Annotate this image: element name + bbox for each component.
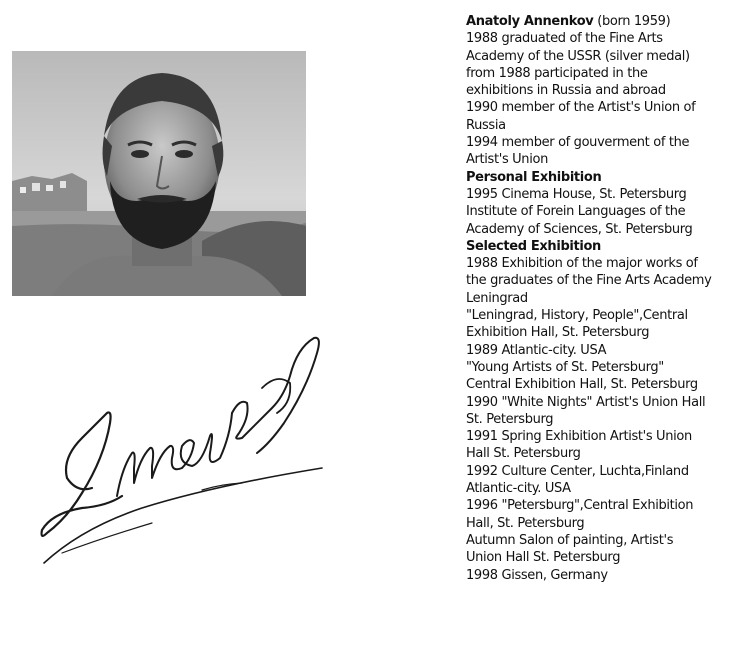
personal-exhibition-line: Institute of Forein Languages of the [466, 204, 686, 220]
bio-line: Artist's Union [466, 152, 548, 168]
selected-exhibition-line: "Leningrad, History, People",Central [466, 308, 688, 324]
selected-exhibition-line: 1990 "White Nights" Artist's Union Hall [466, 394, 706, 410]
selected-exhibition-line: Central Exhibition Hall, St. Petersburg [466, 377, 698, 393]
selected-exhibition-line: "Young Artists of St. Petersburg" [466, 359, 664, 375]
selected-exhibition-line: 1988 Exhibition of the major works of [466, 256, 698, 272]
selected-exhibition-line: the graduates of the Fine Arts Academy [466, 273, 712, 289]
biography-text [466, 13, 748, 584]
selected-exhibition-line: 1996 "Petersburg",Central Exhibition [466, 498, 694, 514]
selected-exhibition-line: 1991 Spring Exhibition Artist's Union [466, 429, 692, 445]
bio-line: 1990 member of the Artist's Union of [466, 100, 696, 116]
selected-exhibition-line: Hall, St. Petersburg [466, 515, 585, 531]
personal-exhibition-heading: Personal Exhibition [466, 169, 602, 185]
artist-portrait-photo [12, 51, 306, 296]
selected-exhibition-line: Autumn Salon of painting, Artist's [466, 532, 674, 548]
bio-line: exhibitions in Russia and abroad [466, 83, 666, 99]
selected-exhibition-line: Leningrad [466, 290, 528, 306]
handwritten-signature [22, 318, 332, 598]
selected-exhibition-line: Hall St. Petersburg [466, 446, 581, 462]
bio-line: from 1988 participated in the [466, 65, 648, 81]
selected-exhibition-line: St. Petersburg [466, 411, 554, 427]
selected-exhibition-line: Union Hall St. Petersburg [466, 550, 621, 566]
selected-exhibition-line: 1998 Gissen, Germany [466, 567, 608, 583]
bio-line: Russia [466, 117, 506, 133]
personal-exhibition-line: Academy of Sciences, St. Petersburg [466, 221, 693, 237]
artist-name: Anatoly Annenkov [466, 14, 594, 29]
selected-exhibition-heading: Selected Exhibition [466, 238, 601, 254]
bio-line: 1988 graduated of the Fine Arts [466, 31, 663, 47]
bio-line: Academy of the USSR (silver medal) [466, 48, 690, 64]
artist-name-line [466, 13, 748, 30]
personal-exhibition-line: 1995 Cinema House, St. Petersburg [466, 186, 687, 202]
selected-exhibition-line: 1989 Atlantic-city. USA [466, 342, 607, 358]
selected-exhibition-line: Exhibition Hall, St. Petersburg [466, 325, 650, 341]
selected-exhibition-line: 1992 Culture Center, Luchta,Finland [466, 463, 689, 479]
bio-line: 1994 member of gouverment of the [466, 135, 690, 151]
artist-born: (born 1959) [593, 14, 671, 29]
selected-exhibition-line: Atlantic-city. USA [466, 481, 571, 497]
